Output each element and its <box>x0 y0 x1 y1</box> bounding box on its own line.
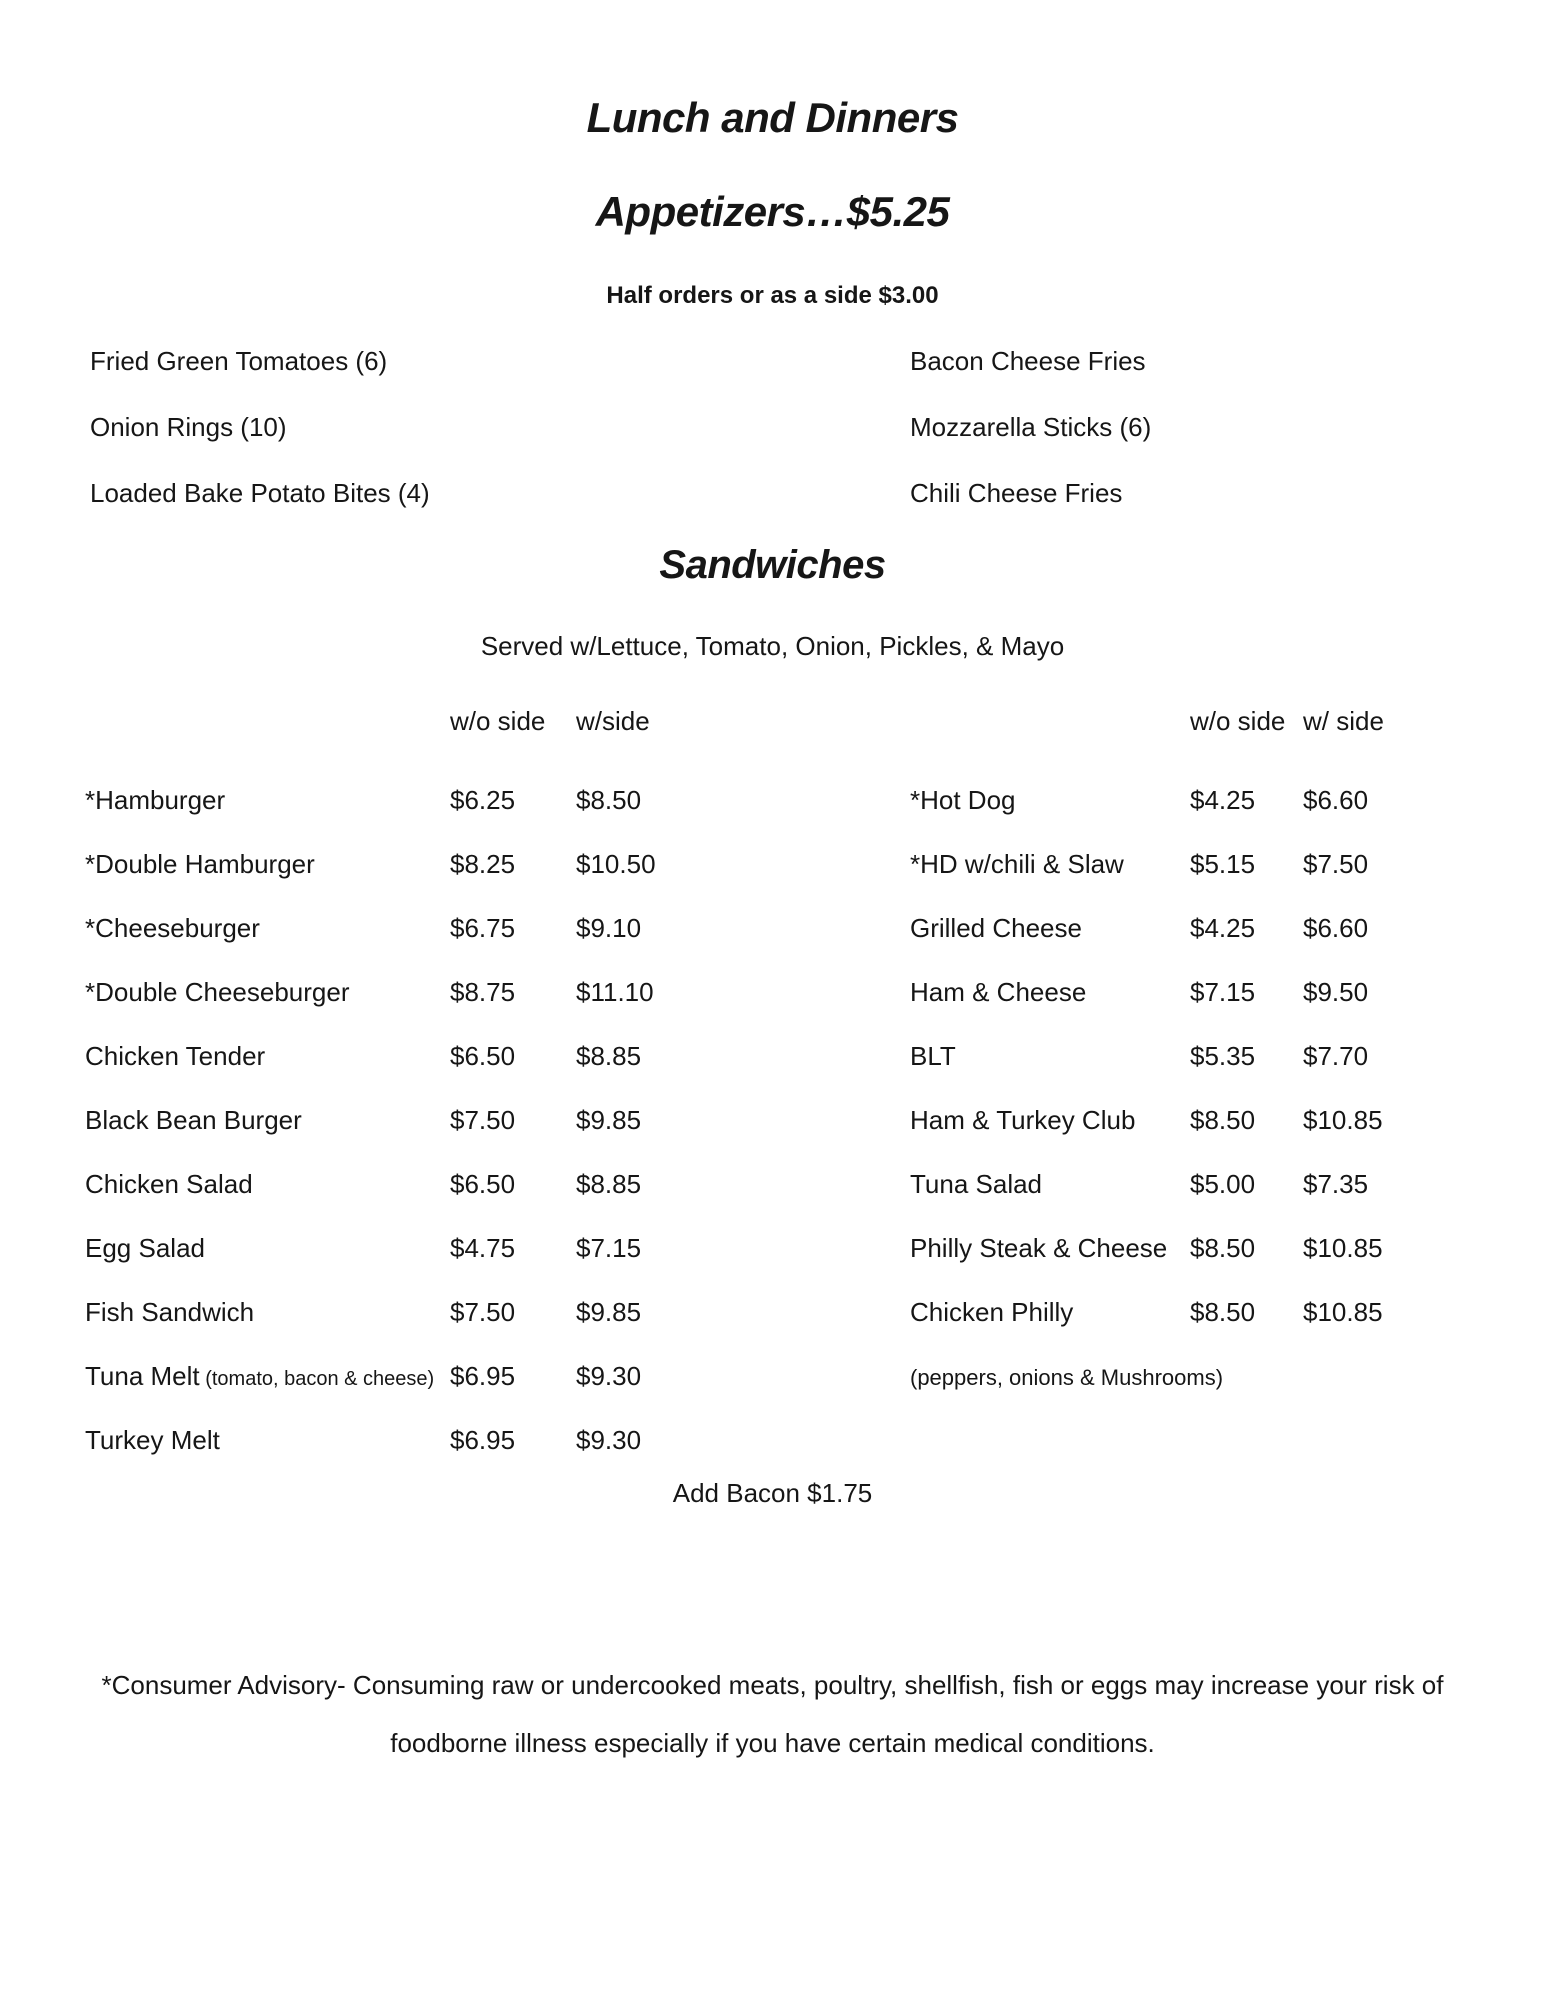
menu-item-price-with-side: $10.50 <box>576 848 656 879</box>
menu-item-name <box>85 1361 450 1392</box>
menu-item-price-with-side: $7.70 <box>1303 1040 1369 1071</box>
appetizers-list-right <box>910 328 1151 526</box>
menu-item-row <box>910 1216 1510 1280</box>
menu-item-price-with-side: $8.85 <box>576 1040 642 1071</box>
appetizer-item-label: Onion Rings (10) <box>90 411 287 442</box>
menu-item-price-with-side: $6.60 <box>1303 784 1369 815</box>
menu-item-price-without-side: $8.25 <box>450 848 516 879</box>
menu-item-name <box>910 1233 1190 1264</box>
page-title: Lunch and Dinners <box>586 94 959 141</box>
appetizer-item <box>910 394 1151 460</box>
appetizer-item <box>90 328 430 394</box>
table-rows-left <box>85 768 745 1472</box>
sandwiches-subtitle: Served w/Lettuce, Tomato, Onion, Pickles, & Mayo <box>480 631 1065 661</box>
menu-item-price-without-side: $4.25 <box>1190 784 1256 815</box>
menu-item-price-with-side: $8.85 <box>576 1168 642 1199</box>
menu-item-price-without-side: $5.35 <box>1190 1040 1256 1071</box>
menu-item-label: Egg Salad <box>85 1232 205 1263</box>
add-bacon-note: Add Bacon $1.75 <box>672 1478 873 1508</box>
menu-item-row <box>85 896 745 960</box>
table-header-row <box>910 700 1510 768</box>
menu-item-row <box>910 896 1510 960</box>
appetizer-item-label: Bacon Cheese Fries <box>910 345 1146 376</box>
appetizer-item <box>910 460 1151 526</box>
menu-item-row <box>85 1344 745 1408</box>
menu-item-name <box>85 977 450 1008</box>
menu-item-price-with-side: $7.35 <box>1303 1168 1369 1199</box>
menu-item-price-with-side: $9.85 <box>576 1104 642 1135</box>
menu-item-price-without-side: $6.50 <box>450 1168 516 1199</box>
appetizer-item <box>910 328 1151 394</box>
sandwiches-table-left <box>85 700 745 1472</box>
menu-item-label: Philly Steak & Cheese <box>910 1232 1168 1263</box>
menu-item-label: Tuna Salad <box>910 1168 1043 1199</box>
sandwiches-table-right <box>910 700 1510 1408</box>
menu-item-name <box>85 785 450 816</box>
menu-item-name <box>85 1041 450 1072</box>
menu-item-price-without-side: $7.50 <box>450 1104 516 1135</box>
menu-item-price-without-side: $4.75 <box>450 1232 516 1263</box>
menu-item-name <box>85 1169 450 1200</box>
appetizer-item <box>90 460 430 526</box>
menu-item-label: *HD w/chili & Slaw <box>910 848 1124 879</box>
menu-item-name <box>910 1297 1190 1328</box>
menu-item-row <box>85 1024 745 1088</box>
menu-item-name <box>910 1041 1190 1072</box>
menu-item-label: BLT <box>910 1040 956 1071</box>
menu-item-price-with-side: $9.10 <box>576 912 642 943</box>
menu-item-label: Chicken Philly <box>910 1296 1074 1327</box>
menu-item-row <box>85 832 745 896</box>
menu-item-name <box>910 849 1190 880</box>
menu-item-row <box>910 960 1510 1024</box>
menu-item-price-without-side: $4.25 <box>1190 912 1256 943</box>
menu-item-price-without-side: $7.15 <box>1190 976 1256 1007</box>
menu-item-price-with-side: $7.15 <box>576 1232 642 1263</box>
menu-item-name <box>85 913 450 944</box>
appetizers-list-left <box>90 328 430 526</box>
menu-item-price-without-side: $5.00 <box>1190 1168 1256 1199</box>
menu-item-row <box>85 1408 745 1472</box>
appetizer-item-label: Mozzarella Sticks (6) <box>910 411 1152 442</box>
menu-item-label: *Hamburger <box>85 784 226 815</box>
menu-item-price-with-side: $11.10 <box>576 976 654 1007</box>
menu-item-price-without-side: $5.15 <box>1190 848 1256 879</box>
appetizers-half-order-note: Half orders or as a side $3.00 <box>606 282 939 309</box>
menu-item-price-without-side: $8.75 <box>450 976 516 1007</box>
menu-item-name <box>85 1233 450 1264</box>
menu-item-price-without-side: $6.95 <box>450 1360 516 1391</box>
menu-item-name <box>910 1361 1224 1392</box>
column-header-without-side: w/o side <box>450 706 546 736</box>
menu-item-row <box>85 1152 745 1216</box>
menu-item-row <box>910 1152 1510 1216</box>
appetizer-item <box>90 394 430 460</box>
menu-item-price-without-side: $6.50 <box>450 1040 516 1071</box>
menu-item-label: *Hot Dog <box>910 784 1016 815</box>
menu-item-note: (peppers, onions & Mushrooms) <box>910 1364 1224 1390</box>
sandwiches-section-title: Sandwiches <box>659 543 886 587</box>
menu-item-name <box>910 913 1190 944</box>
menu-item-label: Turkey Melt <box>85 1424 220 1455</box>
column-header-without-side: w/o side <box>1190 706 1286 736</box>
menu-item-price-with-side: $9.85 <box>576 1296 642 1327</box>
menu-item-price-without-side: $8.50 <box>1190 1296 1256 1327</box>
menu-item-label: Grilled Cheese <box>910 912 1082 943</box>
consumer-advisory: *Consumer Advisory- Consuming raw or undercooked meats, poultry, shellfish, fish or eggs may increase your risk of foodborne illness especially if you have certain medical conditions. <box>101 1670 1444 1758</box>
menu-item-price-without-side: $7.50 <box>450 1296 516 1327</box>
menu-item-price-with-side: $9.50 <box>1303 976 1369 1007</box>
menu-item-row <box>910 1024 1510 1088</box>
menu-item-price-with-side: $10.85 <box>1303 1232 1383 1263</box>
menu-item-name <box>910 1105 1190 1136</box>
appetizer-item-label: Loaded Bake Potato Bites (4) <box>90 477 430 508</box>
menu-item-label: *Double Cheeseburger <box>85 976 350 1007</box>
menu-item-row <box>85 1280 745 1344</box>
menu-item-name <box>85 1105 450 1136</box>
menu-item-row <box>85 1216 745 1280</box>
menu-item-row <box>910 1344 1510 1408</box>
menu-item-price-with-side: $10.85 <box>1303 1296 1383 1327</box>
menu-item-label: Chicken Tender <box>85 1040 266 1071</box>
menu-item-name <box>910 977 1190 1008</box>
column-header-with-side: w/ side <box>1303 706 1384 736</box>
menu-item-name <box>85 1297 450 1328</box>
menu-item-label: Black Bean Burger <box>85 1104 302 1135</box>
menu-item-price-without-side: $6.25 <box>450 784 516 815</box>
menu-item-label: Ham & Cheese <box>910 976 1087 1007</box>
menu-item-name <box>85 849 450 880</box>
menu-item-price-without-side: $6.75 <box>450 912 516 943</box>
menu-item-name <box>910 785 1190 816</box>
menu-item-row <box>910 768 1510 832</box>
menu-item-label: *Double Hamburger <box>85 848 315 879</box>
appetizer-item-label: Fried Green Tomatoes (6) <box>90 345 388 376</box>
menu-item-row <box>910 1088 1510 1152</box>
menu-item-price-with-side: $7.50 <box>1303 848 1369 879</box>
table-rows-right <box>910 768 1510 1408</box>
menu-item-price-with-side: $10.85 <box>1303 1104 1383 1135</box>
menu-item-row <box>910 1280 1510 1344</box>
menu-item-price-without-side: $8.50 <box>1190 1232 1256 1263</box>
menu-item-label: Tuna Melt <box>85 1360 200 1391</box>
menu-item-row <box>85 960 745 1024</box>
menu-item-price-without-side: $8.50 <box>1190 1104 1256 1135</box>
menu-item-row <box>85 1088 745 1152</box>
menu-item-name <box>85 1425 450 1456</box>
column-header-with-side: w/side <box>576 706 650 736</box>
menu-item-price-with-side: $6.60 <box>1303 912 1369 943</box>
table-header-row <box>85 700 745 768</box>
menu-item-price-with-side: $9.30 <box>576 1424 642 1455</box>
menu-item-price-with-side: $9.30 <box>576 1360 642 1391</box>
appetizers-section-title: Appetizers…$5.25 <box>595 188 950 235</box>
appetizer-item-label: Chili Cheese Fries <box>910 477 1123 508</box>
menu-item-label: Ham & Turkey Club <box>910 1104 1136 1135</box>
menu-item-label: Fish Sandwich <box>85 1296 255 1327</box>
menu-item-label: *Cheeseburger <box>85 912 260 943</box>
menu-item-price-without-side: $6.95 <box>450 1424 516 1455</box>
menu-item-row <box>910 832 1510 896</box>
menu-item-label: Chicken Salad <box>85 1168 253 1199</box>
menu-item-price-with-side: $8.50 <box>576 784 642 815</box>
menu-item-note: (tomato, bacon & cheese) <box>199 1367 435 1390</box>
menu-item-name <box>910 1169 1190 1200</box>
menu-item-row <box>85 768 745 832</box>
